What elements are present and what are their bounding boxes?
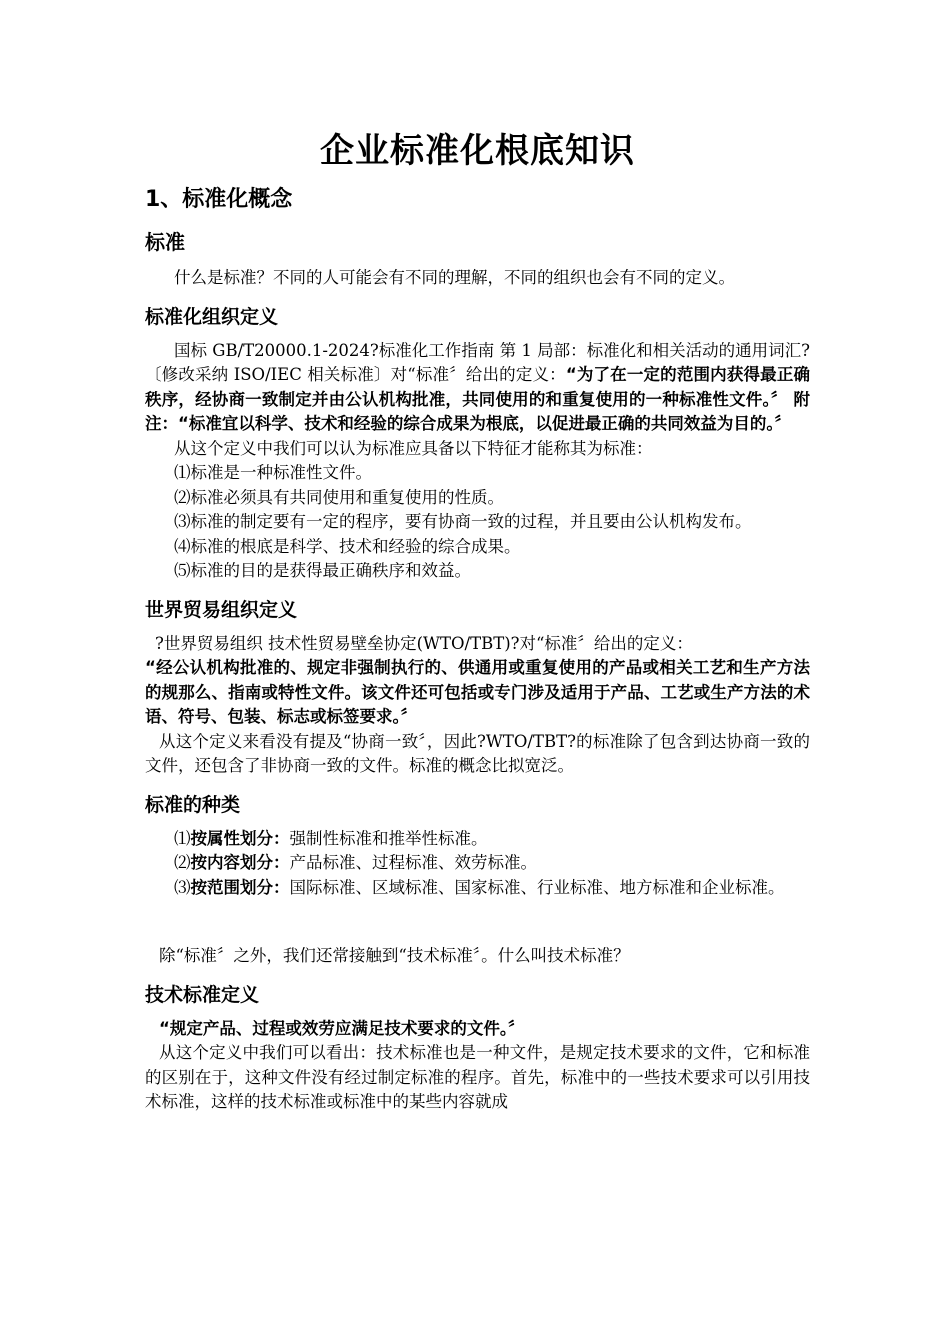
- tech-definition-quote: “规定产品、过程或效劳应满足技术要求的文件。〞: [159, 1018, 525, 1038]
- section-heading-concept: 1、标准化概念: [145, 187, 293, 212]
- tech-commentary: 从这个定义中我们可以看出：技术标准也是一种文件，是规定技术要求的文件，它和标准的区别在于，这种文件没有经过制定标准的程序。首先，标准中的一些技术要求可以引用技术标准，这样的技术标准或标准中的某些内容就成: [145, 1043, 810, 1111]
- wto-commentary: 从这个定义来看没有提及“协商一致〞，因此?WTO/TBT?的标准除了包含到达协商一致的文件，还包含了非协商一致的文件。标准的概念比拟宽泛。: [145, 731, 810, 775]
- list-item: ⑸标准的目的是获得最正确秩序和效益。: [174, 561, 471, 580]
- list-item: ⑴标准是一种标准性文件。: [174, 463, 372, 482]
- iso-definition-paragraph: [145, 339, 810, 437]
- list-item: ⑵按内容划分：产品标准、过程标准、效劳标准。: [174, 853, 537, 872]
- heading-wto-definition: 世界贸易组织定义: [145, 598, 298, 621]
- list-item: ⑵标准必须具有共同使用和重复使用的性质。: [174, 487, 504, 507]
- spacer: [145, 900, 810, 944]
- list-item: ⑶标准的制定要有一定的程序，要有协商一致的过程，并且要由公认机构发布。: [174, 512, 752, 531]
- iso-features-intro: 从这个定义中我们可以认为标准应具备以下特征才能称其为标准：: [174, 438, 653, 458]
- wto-definition-text: ?世界贸易组织 技术性贸易壁垒协定(WTO/TBT)?对“标准〞给出的定义：: [155, 633, 693, 653]
- heading-tech-definition: 技术标准定义: [145, 983, 260, 1006]
- intro-paragraph: 什么是标准？不同的人可能会有不同的理解，不同的组织也会有不同的定义。: [174, 268, 735, 287]
- subheading-standard: 标准: [145, 230, 185, 254]
- list-item: ⑴按属性划分：强制性标准和推举性标准。: [174, 828, 488, 848]
- wto-definition-quote: “经公认机构批准的、规定非强制执行的、供通用或重复使用的产品或相关工艺和生产方法的规那么、指南或特性文件。该文件还可包括或专门涉及适用于产品、工艺或生产方法的术语、符号、包装、标志或标签要求。〞: [145, 658, 810, 726]
- list-item: ⑷标准的根底是科学、技术和经验的综合成果。: [174, 536, 521, 556]
- iso-definition-text: 国标 GB/T20000.1-2024?标准化工作指南 第 1 局部：标准化和相关活动的通用词汇?〔修改采纳 ISO/IEC 相关标准〕对“标准〞给出的定义：: [145, 340, 810, 384]
- document-title: 企业标准化根底知识: [320, 131, 635, 171]
- iso-definition-quote: “为了在一定的范围内获得最正确秩序，经协商一致制定并由公认机构批准，共同使用的和重复使用的一种标准性文件。〞 附注：“标准宜以科学、技术和经验的综合成果为根底，以促进最正确的共同效益为目的。〞: [145, 365, 810, 433]
- document-page: [145, 128, 810, 1115]
- wto-definition-paragraph: [145, 632, 810, 730]
- list-item: ⑶按范围划分：国际标准、区域标准、国家标准、行业标准、地方标准和企业标准。: [174, 877, 785, 897]
- heading-standard-types: 标准的种类: [145, 793, 241, 816]
- heading-iso-definition: 标准化组织定义: [145, 305, 279, 328]
- transition-paragraph: 除“标准〞之外，我们还常接触到“技术标准〞。什么叫技术标准？: [159, 946, 630, 965]
